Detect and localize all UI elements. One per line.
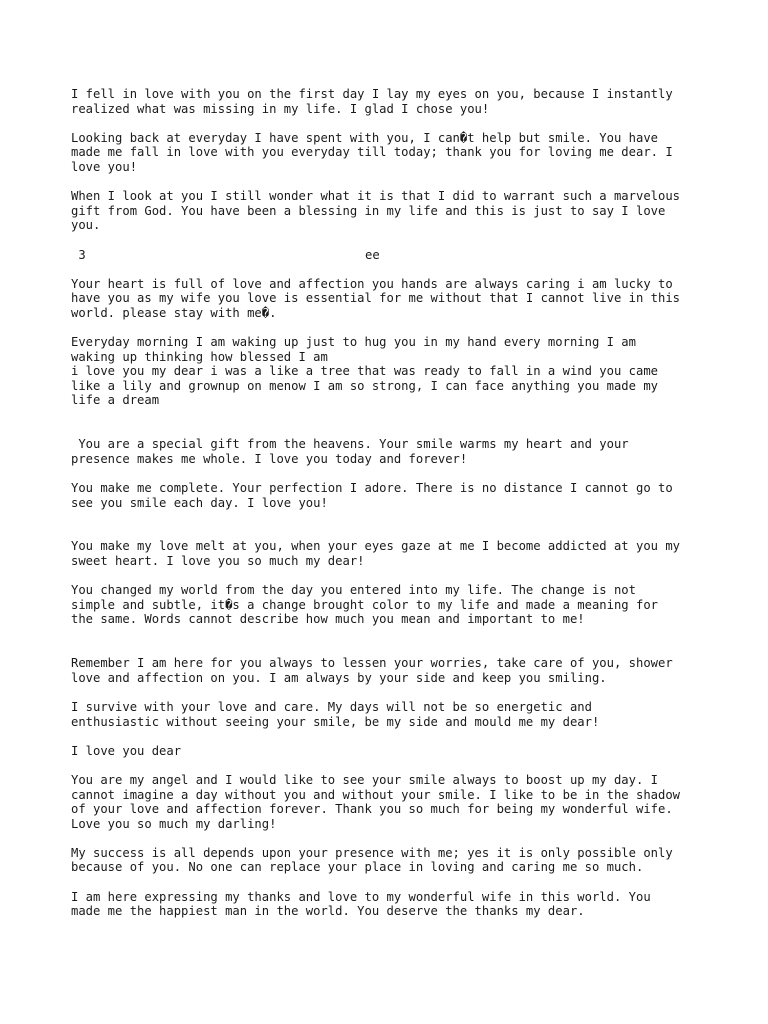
paragraph-8: You make me complete. Your perfection I adore. There is no distance I cannot go to see you smile each day. I love you! [71, 481, 673, 510]
paragraph-5: Your heart is full of love and affection you hands are always caring i am lucky to have you as my wife you love is essential for me without that I cannot live in this world. please stay with me�. [71, 276, 681, 320]
paragraph-3: When I look at you I still wonder what it is that I did to warrant such a marvelous gift from God. You have been a blessing in my life and this is just to say I love you. [71, 189, 681, 233]
paragraph-1: I fell in love with you on the first day I lay my eyes on you, because I instantly realized what was missing in my life. I glad I chose you! [71, 87, 673, 116]
stray-text-right: ee [365, 247, 380, 262]
paragraph-2: Looking back at everyday I have spent with you, I can�t help but smile. You have made me fall in love with you everyday till today; thank you for loving me dear. I love you! [71, 130, 673, 174]
paragraph-11: Remember I am here for you always to lessen your worries, take care of you, shower love and affection on you. I am always by your side and keep you smiling. [71, 656, 673, 685]
paragraph-7: You are a special gift from the heavens. Your smile warms my heart and your presence makes me whole. I love you today and forever! [71, 437, 629, 466]
paragraph-16: I am here expressing my thanks and love to my wonderful wife in this world. You made me the happiest man in the world. You deserve the thanks my dear. [71, 889, 651, 919]
paragraph-15: My success is all depends upon your presence with me; yes it is only possible only because of you. No one can replace your place in loving and caring me so much. [71, 845, 673, 875]
paragraph-10: You changed my world from the day you entered into my life. The change is not simple and subtle, it�s a change brought color to my life and made a meaning for the same. Words cannot describe how much you mean and important to me! [71, 583, 658, 627]
paragraph-6: Everyday morning I am waking up just to hug you in my hand every morning I am waking up thinking how blessed I am i love you my dear i was a like a tree that was ready to fall in a wind you came like a lily and grownup on menow I am so strong, I can face anything you made my life a dream [71, 335, 658, 408]
stray-text-left: 3 [71, 247, 86, 262]
paragraph-13: I love you dear [71, 743, 182, 758]
paragraph-9: You make my love melt at you, when your eyes gaze at me I become addicted at you my sweet heart. I love you so much my dear! [71, 539, 681, 568]
stray-text-row [71, 248, 711, 263]
paragraph-12: I survive with your love and care. My days will not be so energetic and enthusiastic without seeing your smile, be my side and mould me my dear! [71, 699, 600, 729]
paragraph-14: You are my angel and I would like to see your smile always to boost up my day. I cannot imagine a day without you and without your smile. I like to be in the shadow of your love and affection forever. Thank you so much for being my wonderful wife. Love you so much my darling! [71, 772, 681, 831]
document-page [71, 87, 711, 919]
